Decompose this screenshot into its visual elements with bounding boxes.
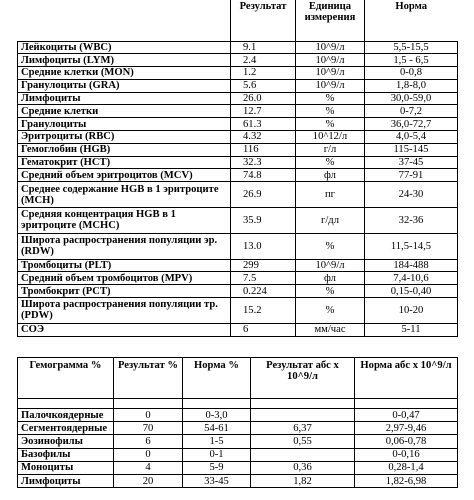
table-header-row <box>18 0 458 41</box>
row-norm: 7,4-10,6 <box>365 272 458 285</box>
row-abs-result <box>251 409 355 422</box>
row-name: Базофилы <box>18 448 114 461</box>
row-name: Широта распространения популяции тр. (PDW) <box>18 298 231 324</box>
row-unit: 10^9/л <box>296 41 365 54</box>
spacer-cell <box>114 399 183 409</box>
row-abs-norm: 0-0,47 <box>355 409 458 422</box>
row-abs-result: 0,36 <box>251 461 355 474</box>
row-name: Гранулоциты <box>18 118 231 131</box>
table-row <box>18 79 458 92</box>
row-abs-norm: 0,06-0,78 <box>355 435 458 448</box>
row-result: 13.0 <box>231 233 296 259</box>
table-row <box>18 435 458 448</box>
header-result-pct: Результат % <box>114 358 183 399</box>
header-norm-abs: Норма абс x 10^9/л <box>355 358 458 399</box>
table-row <box>18 422 458 435</box>
row-unit: мм/час <box>296 323 365 336</box>
blood-test-table <box>17 0 458 337</box>
row-name: Широта распространения популяции эр. (RDW) <box>18 233 231 259</box>
row-norm: 184-488 <box>365 259 458 272</box>
table-row <box>18 54 458 67</box>
table-row <box>18 461 458 474</box>
table-row <box>18 285 458 298</box>
row-name: Лимфоциты <box>18 92 231 105</box>
row-result: 5.6 <box>231 79 296 92</box>
row-unit: % <box>296 92 365 105</box>
row-unit: фл <box>296 272 365 285</box>
row-result: 116 <box>231 143 296 156</box>
row-norm: 0-7,2 <box>365 105 458 118</box>
row-result: 20 <box>114 474 183 487</box>
row-result: 26.0 <box>231 92 296 105</box>
row-name: Тромбоциты (PLT) <box>18 259 231 272</box>
row-result: 70 <box>114 422 183 435</box>
row-norm: 0-1 <box>183 448 251 461</box>
header-result-abs: Результат абс x 10^9/л <box>251 358 355 399</box>
row-unit: % <box>296 233 365 259</box>
row-name: Средняя концентрация HGB в 1 эритроците (MCHC) <box>18 208 231 234</box>
table-row <box>18 298 458 324</box>
spacer-cell <box>251 399 355 409</box>
row-norm: 33-45 <box>183 474 251 487</box>
row-name: Лейкоциты (WBC) <box>18 41 231 54</box>
row-unit: 10^9/л <box>296 54 365 67</box>
row-unit: фл <box>296 169 365 182</box>
row-unit: г/дл <box>296 208 365 234</box>
row-norm: 77-91 <box>365 169 458 182</box>
row-abs-result <box>251 448 355 461</box>
row-name: Лимфоциты <box>18 474 114 487</box>
row-result: 0 <box>114 409 183 422</box>
row-result: 299 <box>231 259 296 272</box>
table-row <box>18 67 458 80</box>
row-result: 26.9 <box>231 182 296 208</box>
header-name <box>18 0 231 41</box>
row-result: 2.4 <box>231 54 296 67</box>
row-norm: 30,0-59,0 <box>365 92 458 105</box>
row-norm: 0-0,8 <box>365 67 458 80</box>
row-name: Гранулоциты (GRA) <box>18 79 231 92</box>
row-result: 32.3 <box>231 156 296 169</box>
hemogram-header-row <box>18 358 458 399</box>
row-abs-result: 1,82 <box>251 474 355 487</box>
row-abs-norm: 0,28-1,4 <box>355 461 458 474</box>
row-unit: % <box>296 156 365 169</box>
row-name: Среднее содержание HGB в 1 эритроците (MCH) <box>18 182 231 208</box>
row-name: Средний объем эритроцитов (MCV) <box>18 169 231 182</box>
spacer-row <box>18 399 458 409</box>
row-unit: % <box>296 285 365 298</box>
row-norm: 11,5-14,5 <box>365 233 458 259</box>
row-unit: % <box>296 105 365 118</box>
row-norm: 5,5-15,5 <box>365 41 458 54</box>
row-norm: 5-11 <box>365 323 458 336</box>
table-row <box>18 156 458 169</box>
row-name: СОЭ <box>18 323 231 336</box>
table-row <box>18 448 458 461</box>
row-result: 74.8 <box>231 169 296 182</box>
row-unit: 10^9/л <box>296 79 365 92</box>
row-norm: 4,0-5,4 <box>365 131 458 144</box>
row-result: 4 <box>114 461 183 474</box>
table-row <box>18 92 458 105</box>
row-name: Эозинофилы <box>18 435 114 448</box>
spacer-cell <box>18 399 114 409</box>
row-name: Тромбокрит (PCT) <box>18 285 231 298</box>
spacer-cell <box>355 399 458 409</box>
row-result: 12.7 <box>231 105 296 118</box>
row-norm: 5-9 <box>183 461 251 474</box>
table-row <box>18 169 458 182</box>
row-abs-norm: 1,82-6,98 <box>355 474 458 487</box>
table-row <box>18 143 458 156</box>
row-name: Сегментоядерные <box>18 422 114 435</box>
row-result: 9.1 <box>231 41 296 54</box>
table-row <box>18 233 458 259</box>
header-norm-pct: Норма % <box>183 358 251 399</box>
row-unit: 10^9/л <box>296 67 365 80</box>
row-name: Палочкоядерные <box>18 409 114 422</box>
row-result: 6 <box>231 323 296 336</box>
header-norm: Норма <box>365 0 458 41</box>
row-norm: 24-30 <box>365 182 458 208</box>
row-unit: % <box>296 298 365 324</box>
row-norm: 0,15-0,40 <box>365 285 458 298</box>
row-result: 0.224 <box>231 285 296 298</box>
row-abs-norm: 2,97-9,46 <box>355 422 458 435</box>
row-name: Эритроциты (RBC) <box>18 131 231 144</box>
table-row <box>18 323 458 336</box>
table-row <box>18 131 458 144</box>
row-result: 7.5 <box>231 272 296 285</box>
row-name: Гемоглобин (HGB) <box>18 143 231 156</box>
row-abs-norm: 0-0,16 <box>355 448 458 461</box>
header-unit: Единица измерения <box>296 0 365 41</box>
table-row <box>18 41 458 54</box>
row-abs-result: 6,37 <box>251 422 355 435</box>
spacer-cell <box>183 399 251 409</box>
table-row <box>18 474 458 487</box>
row-norm: 0-3,0 <box>183 409 251 422</box>
table-row <box>18 272 458 285</box>
row-norm: 10-20 <box>365 298 458 324</box>
row-result: 35.9 <box>231 208 296 234</box>
row-name: Моноциты <box>18 461 114 474</box>
row-norm: 1,5 - 6,5 <box>365 54 458 67</box>
row-result: 0 <box>114 448 183 461</box>
row-unit: 10^12/л <box>296 131 365 144</box>
header-result: Результат <box>231 0 296 41</box>
table-row <box>18 409 458 422</box>
row-unit: г/л <box>296 143 365 156</box>
row-result: 15.2 <box>231 298 296 324</box>
row-norm: 54-61 <box>183 422 251 435</box>
row-norm: 36,0-72,7 <box>365 118 458 131</box>
table-row <box>18 118 458 131</box>
hemogram-table <box>17 357 458 488</box>
row-norm: 115-145 <box>365 143 458 156</box>
row-result: 61.3 <box>231 118 296 131</box>
row-unit: 10^9/л <box>296 259 365 272</box>
table-row <box>18 182 458 208</box>
table-row <box>18 208 458 234</box>
row-name: Лимфоциты (LYM) <box>18 54 231 67</box>
row-name: Гематокрит (HCT) <box>18 156 231 169</box>
table-row <box>18 259 458 272</box>
row-result: 6 <box>114 435 183 448</box>
row-result: 4.32 <box>231 131 296 144</box>
row-norm: 37-45 <box>365 156 458 169</box>
row-unit: пг <box>296 182 365 208</box>
table-row <box>18 105 458 118</box>
row-result: 1.2 <box>231 67 296 80</box>
row-norm: 32-36 <box>365 208 458 234</box>
header-hemogram: Гемограмма % <box>18 358 114 399</box>
row-norm: 1-5 <box>183 435 251 448</box>
row-name: Средние клетки <box>18 105 231 118</box>
row-name: Средний объем тромбоцитов (MPV) <box>18 272 231 285</box>
row-abs-result: 0,55 <box>251 435 355 448</box>
row-unit: % <box>296 118 365 131</box>
row-name: Средние клетки (MON) <box>18 67 231 80</box>
row-norm: 1,8-8,0 <box>365 79 458 92</box>
